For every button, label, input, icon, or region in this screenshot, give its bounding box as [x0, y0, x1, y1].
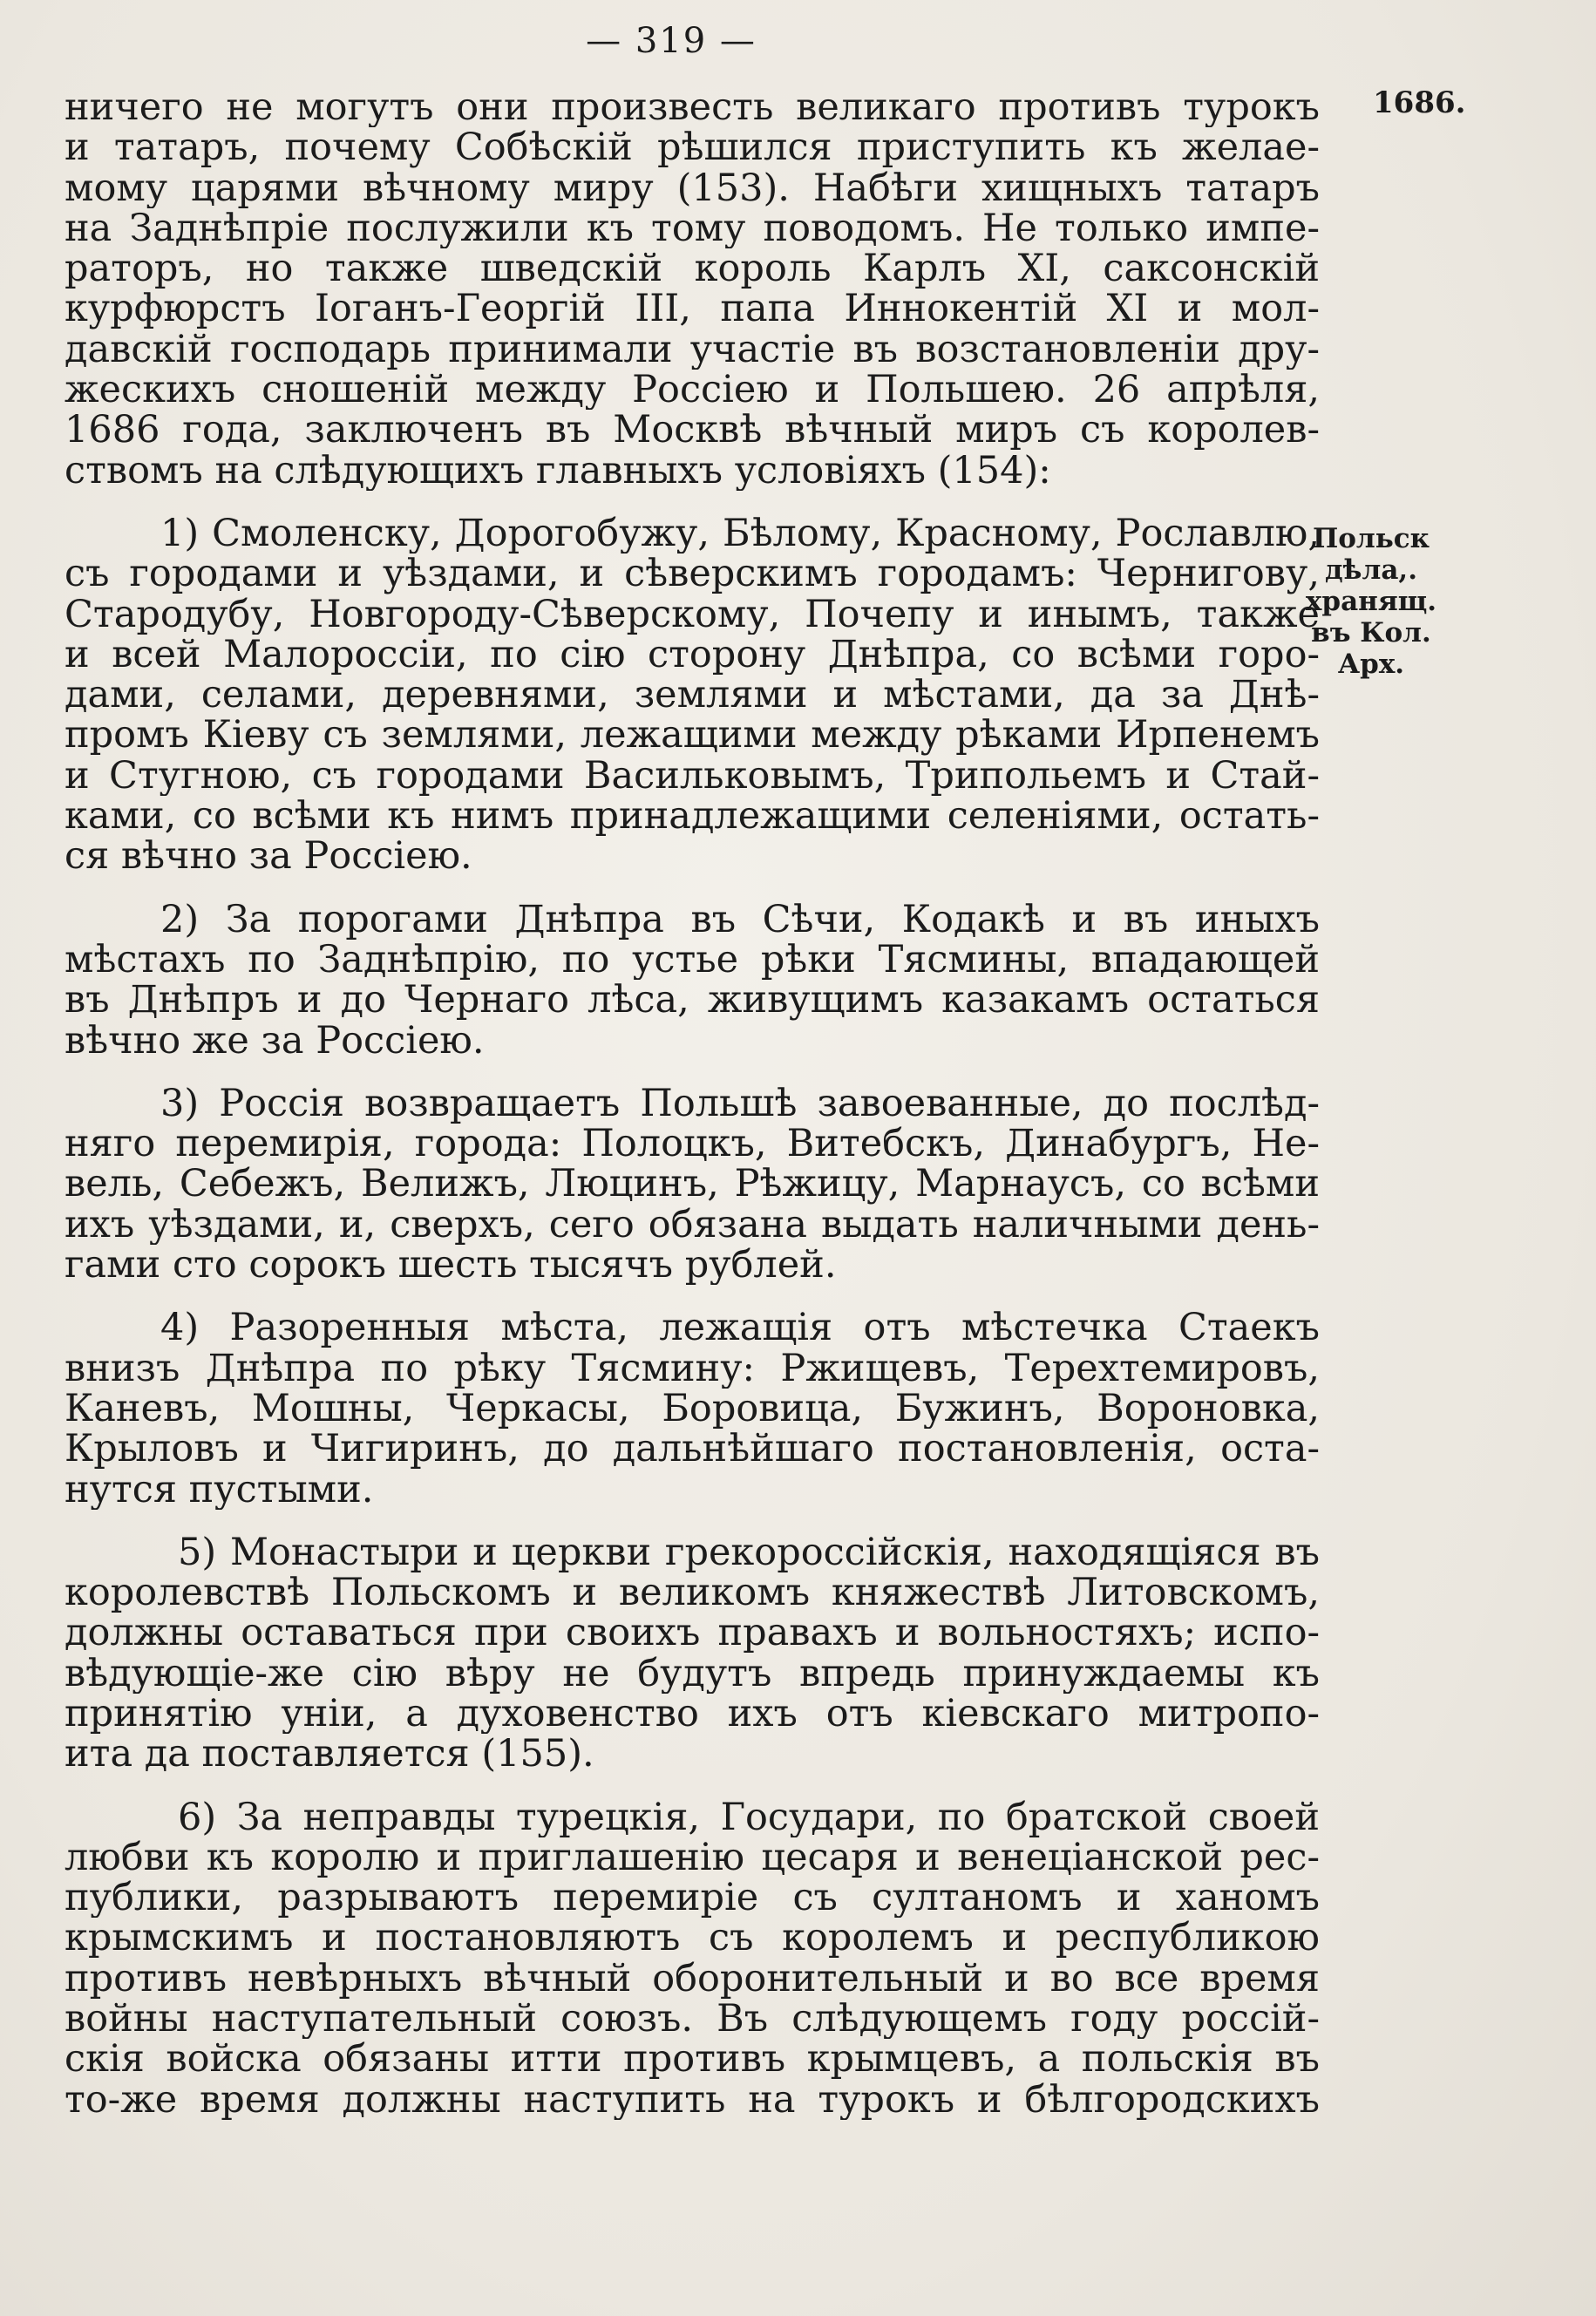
text-line: промъ Кіеву съ землями, лежащими между рѣками Ирпенемъ	[65, 715, 1320, 756]
margin-note-line: дѣла,.	[1325, 554, 1417, 586]
text-line: публики, разрываютъ перемиріе съ султаномъ и ханомъ	[65, 1878, 1320, 1919]
text-line: любви къ королю и приглашенію цесаря и венеціанской рес-	[65, 1837, 1320, 1878]
text-line: мому царями вѣчному миру (153). Набѣги хищныхъ татаръ	[65, 167, 1320, 208]
text-line: королевствѣ Польскомъ и великомъ княжествѣ Литовскомъ,	[65, 1572, 1320, 1613]
text-line: принятію уніи, а духовенство ихъ отъ кіевскаго митропо-	[65, 1693, 1320, 1735]
text-line: вѣчно же за Россіею.	[65, 1020, 485, 1061]
paragraph-5	[65, 1532, 1320, 1775]
text-line: Стародубу, Новгороду-Сѣверскому, Почепу и инымъ, также	[65, 594, 1320, 635]
text-line: давскій господарь принимали участіе въ возстановленіи дру-	[65, 329, 1320, 370]
text-line: нутся пустыми.	[65, 1469, 374, 1510]
text-line: противъ невѣрныхъ вѣчный оборонительный и во все время	[65, 1958, 1320, 2000]
text-line: съ городами и уѣздами, и сѣверскимъ городамъ: Чернигову,	[65, 554, 1320, 594]
margin-note-line: Арх.	[1337, 649, 1405, 680]
text-line: 3) Россія возвращаетъ Польшѣ завоеванные, до послѣд-	[160, 1083, 1320, 1124]
text-line: вѣдующіе-же сію вѣру не будутъ впредь принуждаемы къ	[65, 1653, 1320, 1694]
text-line: и татаръ, почему Собѣскій рѣшился приступить къ желае-	[65, 127, 1320, 168]
text-line: 6) За неправды турецкія, Государи, по братской своей	[178, 1796, 1320, 1837]
text-line: вель, Себежъ, Велижъ, Люцинъ, Рѣжицу, Марнаусъ, со всѣми	[65, 1164, 1320, 1205]
text-line: въ Днѣпръ и до Чернаго лѣса, живущимъ казакамъ остаться	[65, 980, 1320, 1021]
text-line: крымскимъ и постановляютъ съ королемъ и республикою	[65, 1918, 1320, 1959]
text-line: 4) Разоренныя мѣста, лежащія отъ мѣстечка Стаекъ	[160, 1307, 1320, 1348]
text-line: 1686 года, заключенъ въ Москвѣ вѣчный миръ съ королев-	[65, 410, 1320, 451]
year-marker: 1686.	[1373, 85, 1466, 120]
paragraph-6	[65, 1797, 1320, 2120]
text-line: 2) За порогами Днѣпра въ Сѣчи, Кодакѣ и въ иныхъ	[160, 899, 1320, 940]
text-line: скія войска обязаны итти противъ крымцевъ, а польскія въ	[65, 2039, 1320, 2080]
text-line: гами сто сорокъ шесть тысячъ рублей.	[65, 1245, 837, 1286]
text-line: Крыловъ и Чигиринъ, до дальнѣйшаго постановленія, оста-	[65, 1429, 1320, 1470]
text-line: и всей Малороссіи, по сію сторону Днѣпра, со всѣми горо-	[65, 634, 1320, 676]
text-line: Каневъ, Мошны, Черкасы, Боровица, Бужинъ, Вороновка,	[65, 1388, 1320, 1430]
text-line: то-же время должны наступить на турокъ и бѣлгородскихъ	[65, 2079, 1320, 2120]
paragraph-intro	[65, 87, 1320, 491]
text-line: дами, селами, деревнями, землями и мѣстами, да за Днѣ-	[65, 675, 1320, 716]
text-line: войны наступательный союзъ. Въ слѣдующемъ году россій-	[65, 1999, 1320, 2040]
text-line: 5) Монастыри и церкви грекороссійскія, находящіяся въ	[178, 1532, 1320, 1573]
text-line: няго перемирія, города: Полоцкъ, Витебскъ, Динабургъ, Не-	[65, 1124, 1320, 1165]
text-line: 1) Смоленску, Дорогобужу, Бѣлому, Красному, Рославлю,	[160, 513, 1320, 554]
main-text	[65, 87, 1320, 2120]
text-line: ничего не могутъ они произвесть великаго противъ турокъ	[65, 87, 1320, 128]
text-line: внизъ Днѣпра по рѣку Тясмину: Ржищевъ, Терехтемировъ,	[65, 1348, 1320, 1389]
paragraph-4	[65, 1307, 1320, 1509]
text-line: мѣстахъ по Заднѣпрію, по устье рѣки Тясмины, впадающей	[65, 939, 1320, 981]
text-line: на Заднѣпріе послужили къ тому поводомъ. Не только импе-	[65, 207, 1320, 249]
text-line: ствомъ на слѣдующихъ главныхъ условіяхъ (154):	[65, 450, 1051, 491]
text-line: раторъ, но также шведскій король Карлъ XI, саксонскій	[65, 248, 1320, 289]
text-line: ихъ уѣздами, и, сверхъ, сего обязана выдать наличными день-	[65, 1204, 1320, 1246]
text-line: и Стугною, съ городами Васильковымъ, Трипольемъ и Стай-	[65, 755, 1320, 797]
text-line: ита да поставляется (155).	[65, 1734, 594, 1775]
margin-note-line: Польск	[1312, 523, 1430, 554]
page-number: — 319 —	[586, 21, 757, 61]
paragraph-2	[65, 900, 1320, 1061]
text-line: ся вѣчно за Россіею.	[65, 836, 472, 877]
margin-note-line: въ Кол.	[1311, 617, 1431, 649]
text-line: должны оставаться при своихъ правахъ и вольностяхъ; испо-	[65, 1613, 1320, 1654]
text-line: ками, со всѣми къ нимъ принадлежащими селеніями, остать-	[65, 796, 1320, 837]
margin-note-line: хранящ.	[1305, 586, 1437, 617]
text-line: жескихъ сношеній между Россіею и Польшею. 26 апрѣля,	[65, 370, 1320, 411]
paragraph-3	[65, 1083, 1320, 1285]
paragraph-1	[65, 513, 1320, 877]
text-line: курфюрстъ Іоганъ-Георгій III, папа Иннокентій XI и мол-	[65, 289, 1320, 329]
